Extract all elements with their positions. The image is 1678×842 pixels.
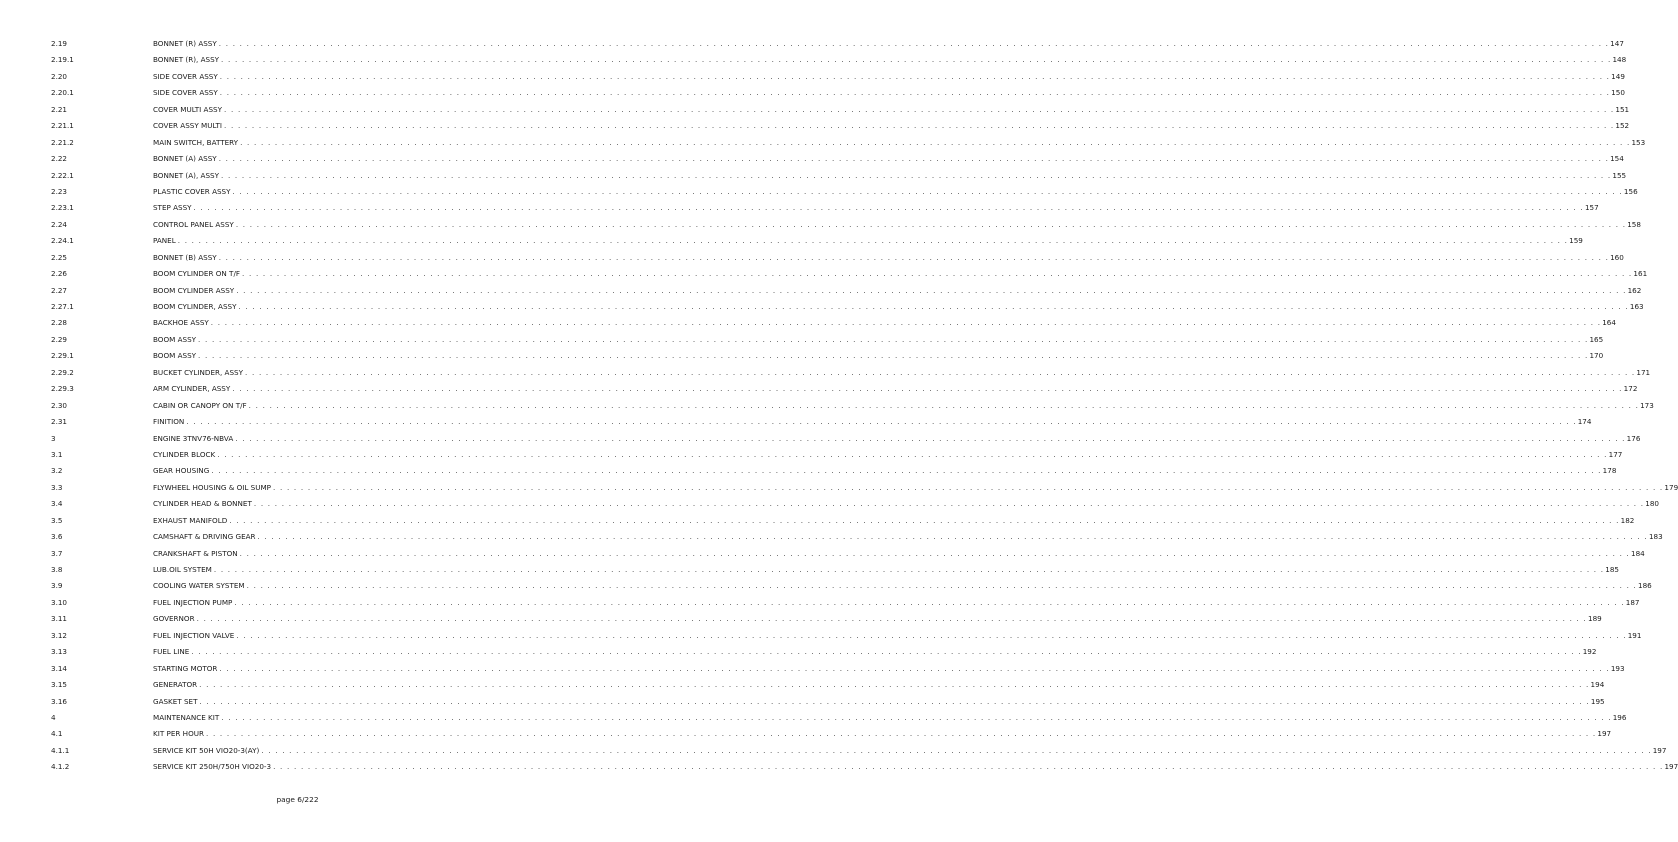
toc-entry-title: STEP ASSY [153, 203, 192, 213]
toc-entry-number: 4.1.2 [51, 762, 70, 772]
toc-entry-number: 3.12 [51, 630, 68, 640]
toc-entry[interactable] [51, 85, 1625, 101]
toc-entry-page: 160 [1610, 252, 1624, 262]
toc-entry-title: GASKET SET [153, 696, 198, 706]
toc-entry-page: 191 [1627, 630, 1642, 640]
toc-entry-number: 2.21 [51, 104, 68, 114]
toc-entry-number: 3.16 [51, 696, 68, 706]
toc-entry-title: LUB.OIL SYSTEM [153, 565, 212, 574]
toc-entry-page: 147 [1610, 39, 1624, 48]
page-number-footer: page 6/222 [276, 795, 319, 804]
toc-entry[interactable] [51, 463, 1617, 479]
dot-leader: . . . . . . . . . . . . . . . . . . . . . . . . . . . . . . . . . . . . . . . . . . . . . . . . . . . . . . . . . . . . . . . . . . . . . . . . . . . . . . . . . . . . . . . . . . . . . . . . . . . . . . . . . . . . . . . . . . . . . . . . . . . . . . . . . . . . . . . . . . . . . . . . . . . . . . . . . . . . . . . . . . . . . . . . . . . . . . . . . . . . . . . . . . . . . . . . . . . . . . . . [224, 121, 1615, 131]
toc-entry-page: 154 [1610, 154, 1624, 164]
toc-entry-page: 197 [1652, 745, 1667, 755]
toc-entry[interactable] [51, 348, 1604, 364]
toc-entry-title: BACKHOE ASSY [153, 318, 209, 328]
toc-entry-number: 2.21.2 [51, 137, 74, 147]
toc-entry-page: 164 [1602, 318, 1616, 328]
toc-entry[interactable] [51, 283, 1642, 299]
toc-entry-number: 2.28 [51, 318, 68, 328]
toc-entry-title: KIT PER HOUR [153, 729, 204, 739]
toc-entry[interactable] [51, 69, 1625, 85]
toc-entry[interactable] [51, 233, 1583, 249]
toc-entry-title: CRANKSHAFT & PISTON [153, 548, 238, 558]
toc-entry-number: 3.3 [51, 482, 63, 492]
dot-leader: . . . . . . . . . . . . . . . . . . . . . . . . . . . . . . . . . . . . . . . . . . . . . . . . . . . . . . . . . . . . . . . . . . . . . . . . . . . . . . . . . . . . . . . . . . . . . . . . . . . . . . . . . . . . . . . . . . . . . . . . . . . . . . . . . . . . . . . . . . . . . . . . . . . . . . . . . . . . . . . . . . . . . . . . . . . . . . . . . . . . . . . . . . . . . . . . . . . . . . . . [211, 466, 1602, 476]
toc-entry[interactable] [51, 414, 1592, 430]
dot-leader: . . . . . . . . . . . . . . . . . . . . . . . . . . . . . . . . . . . . . . . . . . . . . . . . . . . . . . . . . . . . . . . . . . . . . . . . . . . . . . . . . . . . . . . . . . . . . . . . . . . . . . . . . . . . . . . . . . . . . . . . . . . . . . . . . . . . . . . . . . . . . . . . . . . . . . . . . . . . . . . . . . . . . . . . . . . . . . . . . . . . . . . . . . . . . . . . . . . . . . . . [235, 219, 1627, 229]
toc-entry-page: 184 [1631, 548, 1645, 558]
toc-entry-number: 3.1 [51, 449, 63, 459]
toc-entry-page: 197 [1597, 729, 1612, 739]
toc-entry-number: 3.5 [51, 515, 63, 525]
toc-entry-page: 182 [1620, 515, 1635, 525]
toc-entry-number: 2.22 [51, 154, 68, 164]
toc-entry-number: 3.8 [51, 565, 63, 574]
toc-entry-number: 2.20 [51, 71, 68, 81]
toc-entry-page: 183 [1648, 532, 1663, 542]
toc-entry-title: GEAR HOUSING [153, 466, 210, 476]
toc-entry-number: 2.27.1 [51, 302, 74, 311]
toc-entry-page: 155 [1612, 170, 1627, 180]
toc-entry-page: 185 [1605, 565, 1619, 574]
toc-entry-page: 152 [1615, 121, 1630, 131]
toc-entry-page: 180 [1645, 499, 1659, 509]
dot-leader: . . . . . . . . . . . . . . . . . . . . . . . . . . . . . . . . . . . . . . . . . . . . . . . . . . . . . . . . . . . . . . . . . . . . . . . . . . . . . . . . . . . . . . . . . . . . . . . . . . . . . . . . . . . . . . . . . . . . . . . . . . . . . . . . . . . . . . . . . . . . . . . . . . . . . . . . . . . . . . . . . . . . . . . . . . . . . . . . . . . . . . . . . . . . . . . . . . . . . . . . [235, 433, 1626, 443]
toc-entry-title: BONNET (A), ASSY [153, 170, 219, 180]
toc-entry[interactable] [51, 151, 1624, 167]
toc-entry-title: SIDE COVER ASSY [153, 88, 218, 98]
toc-entry-title: MAINTENANCE KIT [153, 712, 220, 722]
dot-leader: . . . . . . . . . . . . . . . . . . . . . . . . . . . . . . . . . . . . . . . . . . . . . . . . . . . . . . . . . . . . . . . . . . . . . . . . . . . . . . . . . . . . . . . . . . . . . . . . . . . . . . . . . . . . . . . . . . . . . . . . . . . . . . . . . . . . . . . . . . . . . . . . . . . . . . . . . . . . . . . . . . . . . . . . . . . . . . . . . . . . . . . . . . . . . . . . . . . . . . . . [218, 154, 1610, 164]
dot-leader: . . . . . . . . . . . . . . . . . . . . . . . . . . . . . . . . . . . . . . . . . . . . . . . . . . . . . . . . . . . . . . . . . . . . . . . . . . . . . . . . . . . . . . . . . . . . . . . . . . . . . . . . . . . . . . . . . . . . . . . . . . . . . . . . . . . . . . . . . . . . . . . . . . . . . . . . . . . . . . . . . . . . . . . . . . . . . . . . . . . . . . . . . . . . . . . . . . . . . . . . [248, 400, 1640, 410]
toc-entry-number: 4 [51, 712, 56, 722]
dot-leader: . . . . . . . . . . . . . . . . . . . . . . . . . . . . . . . . . . . . . . . . . . . . . . . . . . . . . . . . . . . . . . . . . . . . . . . . . . . . . . . . . . . . . . . . . . . . . . . . . . . . . . . . . . . . . . . . . . . . . . . . . . . . . . . . . . . . . . . . . . . . . . . . . . . . . . . . . . . . . . . . . . . . . . . . . . . . . . . . . . . . . . . . . . . . . . . . . . . . . . . . [219, 88, 1611, 98]
dot-leader: . . . . . . . . . . . . . . . . . . . . . . . . . . . . . . . . . . . . . . . . . . . . . . . . . . . . . . . . . . . . . . . . . . . . . . . . . . . . . . . . . . . . . . . . . . . . . . . . . . . . . . . . . . . . . . . . . . . . . . . . . . . . . . . . . . . . . . . . . . . . . . . . . . . . . . . . . . . . . . . . . . . . . . . . . . . . . . . . . . . . . . . . . . . . . . . . . . . . . . . . [221, 55, 1612, 65]
toc-entry-page: 194 [1590, 680, 1605, 690]
toc-entry-title: ARM CYLINDER, ASSY [153, 384, 231, 394]
dot-leader: . . . . . . . . . . . . . . . . . . . . . . . . . . . . . . . . . . . . . . . . . . . . . . . . . . . . . . . . . . . . . . . . . . . . . . . . . . . . . . . . . . . . . . . . . . . . . . . . . . . . . . . . . . . . . . . . . . . . . . . . . . . . . . . . . . . . . . . . . . . . . . . . . . . . . . . . . . . . . . . . . . . . . . . . . . . . . . . . . . . . . . . . . . . . . . . . . . . . . . . . [220, 170, 1612, 180]
toc-entry-number: 3.10 [51, 597, 68, 607]
dot-leader: . . . . . . . . . . . . . . . . . . . . . . . . . . . . . . . . . . . . . . . . . . . . . . . . . . . . . . . . . . . . . . . . . . . . . . . . . . . . . . . . . . . . . . . . . . . . . . . . . . . . . . . . . . . . . . . . . . . . . . . . . . . . . . . . . . . . . . . . . . . . . . . . . . . . . . . . . . . . . . . . . . . . . . . . . . . . . . . . . . . . . . . . . . . . . . . . . . . . . . . . [198, 334, 1589, 344]
toc-entry[interactable] [51, 431, 1641, 447]
toc-entry[interactable] [51, 36, 1624, 52]
toc-entry-page: 149 [1611, 71, 1625, 81]
dot-leader: . . . . . . . . . . . . . . . . . . . . . . . . . . . . . . . . . . . . . . . . . . . . . . . . . . . . . . . . . . . . . . . . . . . . . . . . . . . . . . . . . . . . . . . . . . . . . . . . . . . . . . . . . . . . . . . . . . . . . . . . . . . . . . . . . . . . . . . . . . . . . . . . . . . . . . . . . . . . . . . . . . . . . . . . . . . . . . . . . . . . . . . . . . . . . . . . . . . . . . . . [257, 532, 1648, 542]
dot-leader: . . . . . . . . . . . . . . . . . . . . . . . . . . . . . . . . . . . . . . . . . . . . . . . . . . . . . . . . . . . . . . . . . . . . . . . . . . . . . . . . . . . . . . . . . . . . . . . . . . . . . . . . . . . . . . . . . . . . . . . . . . . . . . . . . . . . . . . . . . . . . . . . . . . . . . . . . . . . . . . . . . . . . . . . . . . . . . . . . . . . . . . . . . . . . . . . . . . . . . . . [234, 597, 1625, 607]
dot-leader: . . . . . . . . . . . . . . . . . . . . . . . . . . . . . . . . . . . . . . . . . . . . . . . . . . . . . . . . . . . . . . . . . . . . . . . . . . . . . . . . . . . . . . . . . . . . . . . . . . . . . . . . . . . . . . . . . . . . . . . . . . . . . . . . . . . . . . . . . . . . . . . . . . . . . . . . . . . . . . . . . . . . . . . . . . . . . . . . . . . . . . . . . . . . . . . . . . . . . . . . [205, 729, 1597, 739]
toc-entry-number: 2.29.3 [51, 384, 74, 394]
toc-entry[interactable] [51, 480, 1678, 496]
toc-entry-title: ENGINE 3TNV76-NBVA [153, 433, 234, 443]
toc-entry[interactable] [51, 447, 1623, 463]
toc-entry[interactable] [51, 710, 1627, 726]
toc-entry-page: 162 [1627, 285, 1642, 295]
dot-leader: . . . . . . . . . . . . . . . . . . . . . . . . . . . . . . . . . . . . . . . . . . . . . . . . . . . . . . . . . . . . . . . . . . . . . . . . . . . . . . . . . . . . . . . . . . . . . . . . . . . . . . . . . . . . . . . . . . . . . . . . . . . . . . . . . . . . . . . . . . . . . . . . . . . . . . . . . . . . . . . . . . . . . . . . . . . . . . . . . . . . . . . . . . . . . . . . . . . . . . . . [229, 515, 1620, 525]
toc-entry[interactable] [51, 118, 1630, 134]
toc-entry-number: 3.15 [51, 680, 68, 690]
dot-leader: . . . . . . . . . . . . . . . . . . . . . . . . . . . . . . . . . . . . . . . . . . . . . . . . . . . . . . . . . . . . . . . . . . . . . . . . . . . . . . . . . . . . . . . . . . . . . . . . . . . . . . . . . . . . . . . . . . . . . . . . . . . . . . . . . . . . . . . . . . . . . . . . . . . . . . . . . . . . . . . . . . . . . . . . . . . . . . . . . . . . . . . . . . . . . . . . . . . . . . . . [198, 351, 1589, 361]
toc-entry-title: GENERATOR [153, 680, 198, 690]
toc-entry-page: 170 [1589, 351, 1604, 361]
toc-entry-title: SERVICE KIT 50H VIO20-3(AY) [153, 745, 260, 755]
toc-entry-page: 172 [1623, 384, 1638, 394]
toc-entry[interactable] [51, 250, 1624, 266]
dot-leader: . . . . . . . . . . . . . . . . . . . . . . . . . . . . . . . . . . . . . . . . . . . . . . . . . . . . . . . . . . . . . . . . . . . . . . . . . . . . . . . . . . . . . . . . . . . . . . . . . . . . . . . . . . . . . . . . . . . . . . . . . . . . . . . . . . . . . . . . . . . . . . . . . . . . . . . . . . . . . . . . . . . . . . . . . . . . . . . . . . . . . . . . . . . . . . . . . . . . . . . . [213, 565, 1605, 574]
dot-leader: . . . . . . . . . . . . . . . . . . . . . . . . . . . . . . . . . . . . . . . . . . . . . . . . . . . . . . . . . . . . . . . . . . . . . . . . . . . . . . . . . . . . . . . . . . . . . . . . . . . . . . . . . . . . . . . . . . . . . . . . . . . . . . . . . . . . . . . . . . . . . . . . . . . . . . . . . . . . . . . . . . . . . . . . . . . . . . . . . . . . . . . . . . . . . . . . . . . . . . . . [191, 647, 1582, 657]
toc-entry-title: BOOM ASSY [153, 351, 197, 361]
toc-entry-page: 156 [1623, 186, 1638, 196]
toc-entry-number: 4.1 [51, 729, 63, 739]
toc-entry-page: 193 [1610, 663, 1625, 673]
toc-entry-page: 151 [1615, 104, 1630, 114]
toc-entry-title: BOOM ASSY [153, 334, 197, 344]
toc-entry-number: 2.24.1 [51, 236, 74, 246]
dot-leader: . . . . . . . . . . . . . . . . . . . . . . . . . . . . . . . . . . . . . . . . . . . . . . . . . . . . . . . . . . . . . . . . . . . . . . . . . . . . . . . . . . . . . . . . . . . . . . . . . . . . . . . . . . . . . . . . . . . . . . . . . . . . . . . . . . . . . . . . . . . . . . . . . . . . . . . . . . . . . . . . . . . . . . . . . . . . . . . . . . . . . . . . . . . . . . . . . . . . . . . . [273, 482, 1664, 492]
dot-leader: . . . . . . . . . . . . . . . . . . . . . . . . . . . . . . . . . . . . . . . . . . . . . . . . . . . . . . . . . . . . . . . . . . . . . . . . . . . . . . . . . . . . . . . . . . . . . . . . . . . . . . . . . . . . . . . . . . . . . . . . . . . . . . . . . . . . . . . . . . . . . . . . . . . . . . . . . . . . . . . . . . . . . . . . . . . . . . . . . . . . . . . . . . . . . . . . . . . . . . . . [224, 104, 1615, 114]
toc-entry-number: 2.29 [51, 334, 68, 344]
toc-entry-number: 3.2 [51, 466, 63, 476]
toc-entry[interactable] [51, 217, 1641, 233]
toc-entry-number: 3.11 [51, 614, 68, 624]
toc-entry-title: CYLINDER BLOCK [153, 449, 216, 459]
toc-entry-page: 158 [1627, 219, 1641, 229]
dot-leader: . . . . . . . . . . . . . . . . . . . . . . . . . . . . . . . . . . . . . . . . . . . . . . . . . . . . . . . . . . . . . . . . . . . . . . . . . . . . . . . . . . . . . . . . . . . . . . . . . . . . . . . . . . . . . . . . . . . . . . . . . . . . . . . . . . . . . . . . . . . . . . . . . . . . . . . . . . . . . . . . . . . . . . . . . . . . . . . . . . . . . . . . . . . . . . . . . . . . . . . . [242, 269, 1633, 279]
toc-entry[interactable] [51, 661, 1625, 677]
toc-entry-title: SIDE COVER ASSY [153, 71, 218, 81]
toc-entry-number: 4.1.1 [51, 745, 70, 755]
toc-entry-page: 157 [1584, 203, 1599, 213]
toc-entry-page: 197 [1664, 762, 1678, 772]
toc-entry-number: 2.19.1 [51, 55, 74, 65]
toc-entry-title: FUEL LINE [153, 647, 190, 657]
dot-leader: . . . . . . . . . . . . . . . . . . . . . . . . . . . . . . . . . . . . . . . . . . . . . . . . . . . . . . . . . . . . . . . . . . . . . . . . . . . . . . . . . . . . . . . . . . . . . . . . . . . . . . . . . . . . . . . . . . . . . . . . . . . . . . . . . . . . . . . . . . . . . . . . . . . . . . . . . . . . . . . . . . . . . . . . . . . . . . . . . . . . . . . . . . . . . . . . . . . . . . . . [219, 71, 1611, 81]
dot-leader: . . . . . . . . . . . . . . . . . . . . . . . . . . . . . . . . . . . . . . . . . . . . . . . . . . . . . . . . . . . . . . . . . . . . . . . . . . . . . . . . . . . . . . . . . . . . . . . . . . . . . . . . . . . . . . . . . . . . . . . . . . . . . . . . . . . . . . . . . . . . . . . . . . . . . . . . . . . . . . . . . . . . . . . . . . . . . . . . . . . . . . . . . . . . . . . . . . . . . . . . [199, 696, 1590, 706]
toc-entry-page: 177 [1608, 449, 1623, 459]
dot-leader: . . . . . . . . . . . . . . . . . . . . . . . . . . . . . . . . . . . . . . . . . . . . . . . . . . . . . . . . . . . . . . . . . . . . . . . . . . . . . . . . . . . . . . . . . . . . . . . . . . . . . . . . . . . . . . . . . . . . . . . . . . . . . . . . . . . . . . . . . . . . . . . . . . . . . . . . . . . . . . . . . . . . . . . . . . . . . . . . . . . . . . . . . . . . . . . . . . . . . . . . [245, 367, 1636, 377]
toc-entry-page: 159 [1569, 236, 1583, 246]
toc-entry[interactable] [51, 135, 1646, 151]
toc-entry-page: 161 [1633, 269, 1648, 279]
toc-entry[interactable] [51, 168, 1627, 184]
toc-entry[interactable] [51, 644, 1597, 660]
toc-entry[interactable] [51, 496, 1659, 512]
dot-leader: . . . . . . . . . . . . . . . . . . . . . . . . . . . . . . . . . . . . . . . . . . . . . . . . . . . . . . . . . . . . . . . . . . . . . . . . . . . . . . . . . . . . . . . . . . . . . . . . . . . . . . . . . . . . . . . . . . . . . . . . . . . . . . . . . . . . . . . . . . . . . . . . . . . . . . . . . . . . . . . . . . . . . . . . . . . . . . . . . . . . . . . . . . . . . . . . . . . . . . . . [218, 252, 1610, 262]
table-of-contents [51, 36, 1678, 776]
toc-entry[interactable] [51, 595, 1640, 611]
toc-entry[interactable] [51, 578, 1652, 594]
dot-leader: . . . . . . . . . . . . . . . . . . . . . . . . . . . . . . . . . . . . . . . . . . . . . . . . . . . . . . . . . . . . . . . . . . . . . . . . . . . . . . . . . . . . . . . . . . . . . . . . . . . . . . . . . . . . . . . . . . . . . . . . . . . . . . . . . . . . . . . . . . . . . . . . . . . . . . . . . . . . . . . . . . . . . . . . . . . . . . . . . . . . . . . . . . . . . . . . . . . . . . . . [193, 203, 1584, 213]
toc-entry-number: 2.30 [51, 400, 68, 410]
toc-entry-title: GOVERNOR [153, 614, 195, 624]
toc-entry-title: CAMSHAFT & DRIVING GEAR [153, 532, 256, 542]
toc-entry[interactable] [51, 513, 1635, 529]
toc-entry-number: 2.26 [51, 269, 68, 279]
toc-entry-number: 3.14 [51, 663, 68, 673]
toc-entry-page: 150 [1611, 88, 1625, 98]
toc-entry-number: 2.29.1 [51, 351, 74, 361]
toc-entry-title: MAIN SWITCH, BATTERY [153, 137, 239, 147]
toc-entry-number: 2.23.1 [51, 203, 74, 213]
toc-entry-page: 148 [1612, 55, 1627, 65]
toc-entry[interactable] [51, 611, 1602, 627]
toc-entry-title: CONTROL PANEL ASSY [153, 219, 234, 229]
toc-entry[interactable] [51, 726, 1612, 742]
toc-entry-number: 2.19 [51, 39, 68, 48]
dot-leader: . . . . . . . . . . . . . . . . . . . . . . . . . . . . . . . . . . . . . . . . . . . . . . . . . . . . . . . . . . . . . . . . . . . . . . . . . . . . . . . . . . . . . . . . . . . . . . . . . . . . . . . . . . . . . . . . . . . . . . . . . . . . . . . . . . . . . . . . . . . . . . . . . . . . . . . . . . . . . . . . . . . . . . . . . . . . . . . . . . . . . . . . . . . . . . . . . . . . . . . . [186, 417, 1577, 427]
toc-entry[interactable] [51, 677, 1605, 693]
toc-entry-title: BONNET (A) ASSY [153, 154, 217, 164]
dot-leader: . . . . . . . . . . . . . . . . . . . . . . . . . . . . . . . . . . . . . . . . . . . . . . . . . . . . . . . . . . . . . . . . . . . . . . . . . . . . . . . . . . . . . . . . . . . . . . . . . . . . . . . . . . . . . . . . . . . . . . . . . . . . . . . . . . . . . . . . . . . . . . . . . . . . . . . . . . . . . . . . . . . . . . . . . . . . . . . . . . . . . . . . . . . . . . . . . . . . . . . . [236, 630, 1627, 640]
toc-entry-page: 189 [1588, 614, 1602, 624]
toc-entry-title: STARTING MOTOR [153, 663, 218, 673]
toc-entry-number: 2.20.1 [51, 88, 74, 98]
toc-entry[interactable] [51, 546, 1645, 562]
toc-entry-title: EXHAUST MANIFOLD [153, 515, 228, 525]
toc-entry-page: 174 [1577, 417, 1592, 427]
toc-entry[interactable] [51, 743, 1667, 759]
toc-entry-page: 192 [1582, 647, 1597, 657]
toc-entry-title: FUEL INJECTION PUMP [153, 597, 233, 607]
toc-entry[interactable] [51, 299, 1644, 315]
dot-leader: . . . . . . . . . . . . . . . . . . . . . . . . . . . . . . . . . . . . . . . . . . . . . . . . . . . . . . . . . . . . . . . . . . . . . . . . . . . . . . . . . . . . . . . . . . . . . . . . . . . . . . . . . . . . . . . . . . . . . . . . . . . . . . . . . . . . . . . . . . . . . . . . . . . . . . . . . . . . . . . . . . . . . . . . . . . . . . . . . . . . . . . . . . . . . . . . . . . . . . . . [219, 663, 1610, 673]
toc-entry[interactable] [51, 759, 1678, 775]
dot-leader: . . . . . . . . . . . . . . . . . . . . . . . . . . . . . . . . . . . . . . . . . . . . . . . . . . . . . . . . . . . . . . . . . . . . . . . . . . . . . . . . . . . . . . . . . . . . . . . . . . . . . . . . . . . . . . . . . . . . . . . . . . . . . . . . . . . . . . . . . . . . . . . . . . . . . . . . . . . . . . . . . . . . . . . . . . . . . . . . . . . . . . . . . . . . . . . . . . . . . . . . [177, 236, 1569, 246]
toc-entry-title: FINITION [153, 417, 185, 427]
toc-entry-number: 3 [51, 433, 56, 443]
toc-entry-title: SERVICE KIT 250H/750H VIO20-3 [153, 762, 272, 772]
toc-entry[interactable] [51, 315, 1616, 331]
toc-entry-title: BOOM CYLINDER ASSY [153, 285, 235, 295]
dot-leader: . . . . . . . . . . . . . . . . . . . . . . . . . . . . . . . . . . . . . . . . . . . . . . . . . . . . . . . . . . . . . . . . . . . . . . . . . . . . . . . . . . . . . . . . . . . . . . . . . . . . . . . . . . . . . . . . . . . . . . . . . . . . . . . . . . . . . . . . . . . . . . . . . . . . . . . . . . . . . . . . . . . . . . . . . . . . . . . . . . . . . . . . . . . . . . . . . . . . . . . . [236, 285, 1627, 295]
toc-entry-title: CYLINDER HEAD & BONNET [153, 499, 252, 509]
toc-entry-page: 153 [1631, 137, 1646, 147]
toc-entry-number: 3.6 [51, 532, 63, 542]
toc-entry-title: COOLING WATER SYSTEM [153, 581, 245, 591]
dot-leader: . . . . . . . . . . . . . . . . . . . . . . . . . . . . . . . . . . . . . . . . . . . . . . . . . . . . . . . . . . . . . . . . . . . . . . . . . . . . . . . . . . . . . . . . . . . . . . . . . . . . . . . . . . . . . . . . . . . . . . . . . . . . . . . . . . . . . . . . . . . . . . . . . . . . . . . . . . . . . . . . . . . . . . . . . . . . . . . . . . . . . . . . . . . . . . . . . . . . . . . . [196, 614, 1587, 624]
toc-entry-number: 2.29.2 [51, 367, 74, 377]
toc-entry[interactable] [51, 529, 1663, 545]
toc-entry-title: BOOM CYLINDER, ASSY [153, 302, 237, 311]
toc-entry-page: 165 [1589, 334, 1604, 344]
dot-leader: . . . . . . . . . . . . . . . . . . . . . . . . . . . . . . . . . . . . . . . . . . . . . . . . . . . . . . . . . . . . . . . . . . . . . . . . . . . . . . . . . . . . . . . . . . . . . . . . . . . . . . . . . . . . . . . . . . . . . . . . . . . . . . . . . . . . . . . . . . . . . . . . . . . . . . . . . . . . . . . . . . . . . . . . . . . . . . . . . . . . . . . . . . . . . . . . . . . . . . . . [273, 762, 1664, 772]
toc-entry-number: 2.31 [51, 417, 68, 427]
toc-entry-page: 187 [1625, 597, 1640, 607]
dot-leader: . . . . . . . . . . . . . . . . . . . . . . . . . . . . . . . . . . . . . . . . . . . . . . . . . . . . . . . . . . . . . . . . . . . . . . . . . . . . . . . . . . . . . . . . . . . . . . . . . . . . . . . . . . . . . . . . . . . . . . . . . . . . . . . . . . . . . . . . . . . . . . . . . . . . . . . . . . . . . . . . . . . . . . . . . . . . . . . . . . . . . . . . . . . . . . . . . . . . . . . . [253, 499, 1645, 509]
toc-entry-page: 196 [1612, 712, 1627, 722]
toc-entry-title: CABIN OR CANOPY ON T/F [153, 400, 247, 410]
toc-entry-title: PANEL [153, 236, 176, 246]
toc-entry-title: BUCKET CYLINDER, ASSY [153, 367, 243, 377]
toc-entry-page: 163 [1629, 302, 1644, 311]
toc-entry-title: FUEL INJECTION VALVE [153, 630, 235, 640]
toc-entry-number: 3.4 [51, 499, 63, 509]
toc-entry-number: 2.22.1 [51, 170, 74, 180]
toc-entry-page: 171 [1636, 367, 1651, 377]
toc-entry-title: BONNET (R) ASSY [153, 39, 217, 48]
toc-entry-title: COVER MULTI ASSY [153, 104, 222, 114]
dot-leader: . . . . . . . . . . . . . . . . . . . . . . . . . . . . . . . . . . . . . . . . . . . . . . . . . . . . . . . . . . . . . . . . . . . . . . . . . . . . . . . . . . . . . . . . . . . . . . . . . . . . . . . . . . . . . . . . . . . . . . . . . . . . . . . . . . . . . . . . . . . . . . . . . . . . . . . . . . . . . . . . . . . . . . . . . . . . . . . . . . . . . . . . . . . . . . . . . . . . . . . . [239, 548, 1631, 558]
toc-entry[interactable] [51, 381, 1638, 397]
toc-entry[interactable] [51, 52, 1627, 68]
toc-entry-number: 2.24 [51, 219, 68, 229]
dot-leader: . . . . . . . . . . . . . . . . . . . . . . . . . . . . . . . . . . . . . . . . . . . . . . . . . . . . . . . . . . . . . . . . . . . . . . . . . . . . . . . . . . . . . . . . . . . . . . . . . . . . . . . . . . . . . . . . . . . . . . . . . . . . . . . . . . . . . . . . . . . . . . . . . . . . . . . . . . . . . . . . . . . . . . . . . . . . . . . . . . . . . . . . . . . . . . . . . . . . . . . . [246, 581, 1638, 591]
toc-entry[interactable] [51, 266, 1648, 282]
dot-leader: . . . . . . . . . . . . . . . . . . . . . . . . . . . . . . . . . . . . . . . . . . . . . . . . . . . . . . . . . . . . . . . . . . . . . . . . . . . . . . . . . . . . . . . . . . . . . . . . . . . . . . . . . . . . . . . . . . . . . . . . . . . . . . . . . . . . . . . . . . . . . . . . . . . . . . . . . . . . . . . . . . . . . . . . . . . . . . . . . . . . . . . . . . . . . . . . . . . . . . . . [232, 384, 1623, 394]
toc-entry-page: 186 [1638, 581, 1652, 591]
dot-leader: . . . . . . . . . . . . . . . . . . . . . . . . . . . . . . . . . . . . . . . . . . . . . . . . . . . . . . . . . . . . . . . . . . . . . . . . . . . . . . . . . . . . . . . . . . . . . . . . . . . . . . . . . . . . . . . . . . . . . . . . . . . . . . . . . . . . . . . . . . . . . . . . . . . . . . . . . . . . . . . . . . . . . . . . . . . . . . . . . . . . . . . . . . . . . . . . . . . . . . . . [199, 680, 1590, 690]
toc-entry-page: 173 [1640, 400, 1654, 410]
toc-entry[interactable] [51, 694, 1605, 710]
toc-entry-number: 3.7 [51, 548, 63, 558]
toc-entry-title: BOOM CYLINDER ON T/F [153, 269, 241, 279]
dot-leader: . . . . . . . . . . . . . . . . . . . . . . . . . . . . . . . . . . . . . . . . . . . . . . . . . . . . . . . . . . . . . . . . . . . . . . . . . . . . . . . . . . . . . . . . . . . . . . . . . . . . . . . . . . . . . . . . . . . . . . . . . . . . . . . . . . . . . . . . . . . . . . . . . . . . . . . . . . . . . . . . . . . . . . . . . . . . . . . . . . . . . . . . . . . . . . . . . . . . . . . . [240, 137, 1631, 147]
dot-leader: . . . . . . . . . . . . . . . . . . . . . . . . . . . . . . . . . . . . . . . . . . . . . . . . . . . . . . . . . . . . . . . . . . . . . . . . . . . . . . . . . . . . . . . . . . . . . . . . . . . . . . . . . . . . . . . . . . . . . . . . . . . . . . . . . . . . . . . . . . . . . . . . . . . . . . . . . . . . . . . . . . . . . . . . . . . . . . . . . . . . . . . . . . . . . . . . . . . . . . . . [221, 712, 1612, 722]
toc-entry-number: 3.9 [51, 581, 63, 591]
toc-entry[interactable] [51, 562, 1619, 578]
toc-entry[interactable] [51, 184, 1638, 200]
dot-leader: . . . . . . . . . . . . . . . . . . . . . . . . . . . . . . . . . . . . . . . . . . . . . . . . . . . . . . . . . . . . . . . . . . . . . . . . . . . . . . . . . . . . . . . . . . . . . . . . . . . . . . . . . . . . . . . . . . . . . . . . . . . . . . . . . . . . . . . . . . . . . . . . . . . . . . . . . . . . . . . . . . . . . . . . . . . . . . . . . . . . . . . . . . . . . . . . . . . . . . . . [217, 449, 1608, 459]
toc-entry-page: 195 [1590, 696, 1605, 706]
toc-entry-number: 2.21.1 [51, 121, 74, 131]
toc-entry-title: BONNET (B) ASSY [153, 252, 217, 262]
dot-leader: . . . . . . . . . . . . . . . . . . . . . . . . . . . . . . . . . . . . . . . . . . . . . . . . . . . . . . . . . . . . . . . . . . . . . . . . . . . . . . . . . . . . . . . . . . . . . . . . . . . . . . . . . . . . . . . . . . . . . . . . . . . . . . . . . . . . . . . . . . . . . . . . . . . . . . . . . . . . . . . . . . . . . . . . . . . . . . . . . . . . . . . . . . . . . . . . . . . . . . . . [261, 745, 1652, 755]
toc-entry-page: 179 [1664, 482, 1678, 492]
toc-entry[interactable] [51, 332, 1604, 348]
toc-entry[interactable] [51, 200, 1599, 216]
toc-entry-number: 3.13 [51, 647, 68, 657]
toc-entry[interactable] [51, 628, 1642, 644]
toc-entry-page: 178 [1602, 466, 1617, 476]
toc-entry-number: 2.27 [51, 285, 68, 295]
toc-entry-number: 2.23 [51, 186, 68, 196]
toc-entry-title: BONNET (R), ASSY [153, 55, 220, 65]
dot-leader: . . . . . . . . . . . . . . . . . . . . . . . . . . . . . . . . . . . . . . . . . . . . . . . . . . . . . . . . . . . . . . . . . . . . . . . . . . . . . . . . . . . . . . . . . . . . . . . . . . . . . . . . . . . . . . . . . . . . . . . . . . . . . . . . . . . . . . . . . . . . . . . . . . . . . . . . . . . . . . . . . . . . . . . . . . . . . . . . . . . . . . . . . . . . . . . . . . . . . . . . [210, 318, 1602, 328]
toc-entry-title: COVER ASSY MULTI [153, 121, 222, 131]
toc-entry-title: PLASTIC COVER ASSY [153, 186, 231, 196]
dot-leader: . . . . . . . . . . . . . . . . . . . . . . . . . . . . . . . . . . . . . . . . . . . . . . . . . . . . . . . . . . . . . . . . . . . . . . . . . . . . . . . . . . . . . . . . . . . . . . . . . . . . . . . . . . . . . . . . . . . . . . . . . . . . . . . . . . . . . . . . . . . . . . . . . . . . . . . . . . . . . . . . . . . . . . . . . . . . . . . . . . . . . . . . . . . . . . . . . . . . . . . . [238, 302, 1629, 311]
toc-entry[interactable] [51, 365, 1651, 381]
toc-entry-title: FLYWHEEL HOUSING & OIL SUMP [153, 482, 272, 492]
toc-entry-number: 2.25 [51, 252, 68, 262]
toc-entry-page: 176 [1626, 433, 1641, 443]
toc-entry[interactable] [51, 102, 1630, 118]
dot-leader: . . . . . . . . . . . . . . . . . . . . . . . . . . . . . . . . . . . . . . . . . . . . . . . . . . . . . . . . . . . . . . . . . . . . . . . . . . . . . . . . . . . . . . . . . . . . . . . . . . . . . . . . . . . . . . . . . . . . . . . . . . . . . . . . . . . . . . . . . . . . . . . . . . . . . . . . . . . . . . . . . . . . . . . . . . . . . . . . . . . . . . . . . . . . . . . . . . . . . . . . [232, 186, 1623, 196]
dot-leader: . . . . . . . . . . . . . . . . . . . . . . . . . . . . . . . . . . . . . . . . . . . . . . . . . . . . . . . . . . . . . . . . . . . . . . . . . . . . . . . . . . . . . . . . . . . . . . . . . . . . . . . . . . . . . . . . . . . . . . . . . . . . . . . . . . . . . . . . . . . . . . . . . . . . . . . . . . . . . . . . . . . . . . . . . . . . . . . . . . . . . . . . . . . . . . . . . . . . . . . . [218, 39, 1610, 48]
toc-entry[interactable] [51, 398, 1654, 414]
